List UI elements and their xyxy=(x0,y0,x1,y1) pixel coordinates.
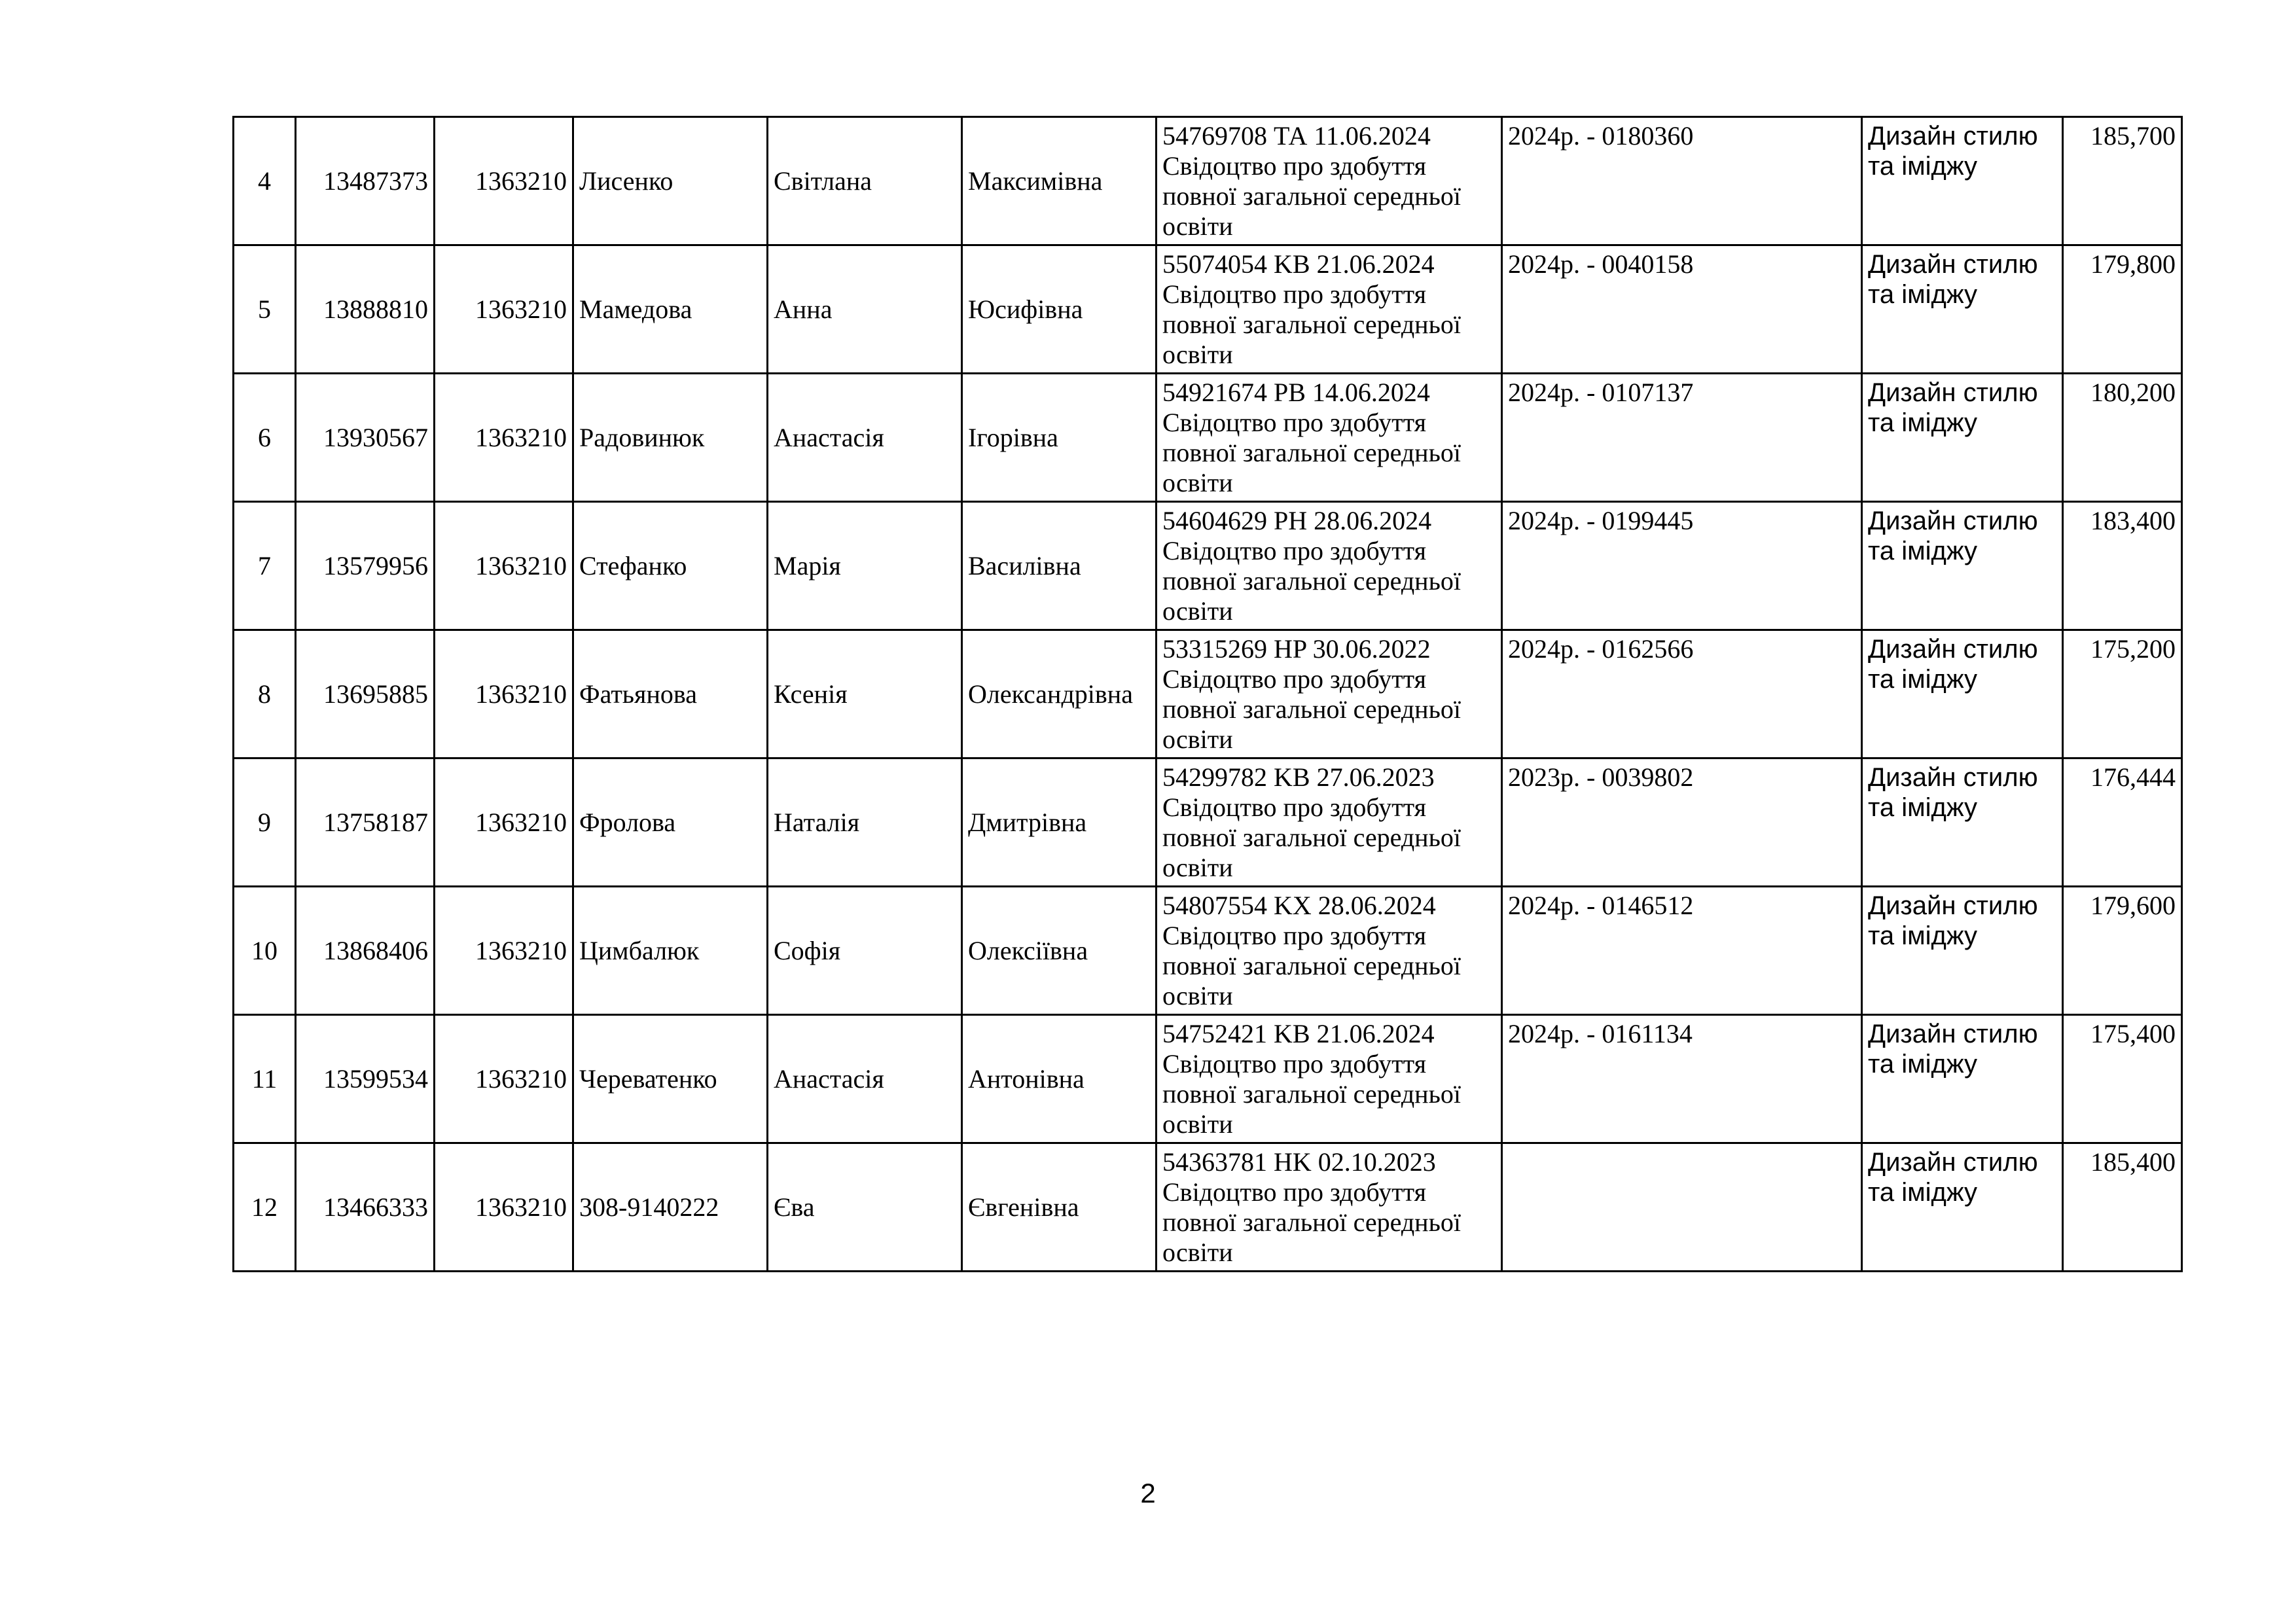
surname-cell: 308-9140222 xyxy=(573,1143,768,1272)
table-row xyxy=(234,502,2182,630)
first-name-cell: Марія xyxy=(768,502,962,630)
applicant-id-cell: 13487373 xyxy=(296,117,435,245)
specialty-cell xyxy=(1862,1015,2063,1143)
registration-number-cell: 2024р. - 0199445 xyxy=(1502,502,1862,630)
document-type-line: Свідоцтво про здобуття xyxy=(1162,921,1427,950)
document-type-line: Свідоцтво про здобуття xyxy=(1162,1177,1427,1207)
program-code-cell: 1363210 xyxy=(435,502,573,630)
education-document-cell xyxy=(1157,117,1502,245)
document-type-line: повної загальної середньої xyxy=(1162,823,1461,852)
document-type-line: освіти xyxy=(1162,1109,1233,1139)
patronymic-cell: Ігорівна xyxy=(962,374,1157,502)
table-row xyxy=(234,887,2182,1015)
surname-cell: Радовинюк xyxy=(573,374,768,502)
document-number: 54769708 ТА 11.06.2024 xyxy=(1162,121,1431,151)
patronymic-cell: Євгенівна xyxy=(962,1143,1157,1272)
document-type-line: повної загальної середньої xyxy=(1162,1079,1461,1109)
applicants-table xyxy=(232,116,2183,1272)
specialty-line: та іміджу xyxy=(1868,793,1978,822)
row-number-cell: 9 xyxy=(234,758,296,887)
first-name-cell: Єва xyxy=(768,1143,962,1272)
document-type-line: Свідоцтво про здобуття xyxy=(1162,664,1427,694)
document-type-line: Свідоцтво про здобуття xyxy=(1162,279,1427,309)
applicant-id-cell: 13758187 xyxy=(296,758,435,887)
table-row xyxy=(234,374,2182,502)
score-cell: 185,700 xyxy=(2063,117,2182,245)
row-number-cell: 6 xyxy=(234,374,296,502)
registration-number-cell xyxy=(1502,1143,1862,1272)
registration-number-cell: 2024р. - 0162566 xyxy=(1502,630,1862,758)
score-cell: 180,200 xyxy=(2063,374,2182,502)
patronymic-cell: Максимівна xyxy=(962,117,1157,245)
program-code-cell: 1363210 xyxy=(435,117,573,245)
registration-number-cell: 2024р. - 0107137 xyxy=(1502,374,1862,502)
specialty-line: Дизайн стилю xyxy=(1868,1148,2038,1177)
document-type-line: освіти xyxy=(1162,211,1233,241)
specialty-line: та іміджу xyxy=(1868,1050,1978,1079)
table-row xyxy=(234,758,2182,887)
page-number: 2 xyxy=(1140,1478,1156,1508)
document-type-line: повної загальної середньої xyxy=(1162,951,1461,980)
document-type-line: освіти xyxy=(1162,981,1233,1010)
specialty-cell xyxy=(1862,1143,2063,1272)
document-type-line: повної загальної середньої xyxy=(1162,181,1461,211)
applicant-id-cell: 13579956 xyxy=(296,502,435,630)
table-row xyxy=(234,117,2182,245)
score-cell: 175,200 xyxy=(2063,630,2182,758)
table-row xyxy=(234,1015,2182,1143)
applicant-id-cell: 13599534 xyxy=(296,1015,435,1143)
document-type-line: повної загальної середньої xyxy=(1162,310,1461,339)
registration-number-cell: 2024р. - 0161134 xyxy=(1502,1015,1862,1143)
program-code-cell: 1363210 xyxy=(435,245,573,374)
specialty-line: Дизайн стилю xyxy=(1868,891,2038,920)
document-type-line: освіти xyxy=(1162,468,1233,497)
applicant-id-cell: 13888810 xyxy=(296,245,435,374)
first-name-cell: Ксенія xyxy=(768,630,962,758)
education-document-cell xyxy=(1157,374,1502,502)
specialty-line: та іміджу xyxy=(1868,280,1978,309)
program-code-cell: 1363210 xyxy=(435,887,573,1015)
specialty-line: Дизайн стилю xyxy=(1868,250,2038,279)
patronymic-cell: Юсифівна xyxy=(962,245,1157,374)
document-type-line: повної загальної середньої xyxy=(1162,1207,1461,1237)
applicant-id-cell: 13868406 xyxy=(296,887,435,1015)
document-type-line: повної загальної середньої xyxy=(1162,566,1461,596)
specialty-line: Дизайн стилю xyxy=(1868,763,2038,792)
document-type-line: Свідоцтво про здобуття xyxy=(1162,151,1427,181)
score-cell: 179,600 xyxy=(2063,887,2182,1015)
document-number: 53315269 HP 30.06.2022 xyxy=(1162,634,1431,664)
specialty-line: та іміджу xyxy=(1868,537,1978,565)
specialty-line: Дизайн стилю xyxy=(1868,635,2038,664)
surname-cell: Цимбалюк xyxy=(573,887,768,1015)
specialty-line: та іміджу xyxy=(1868,152,1978,181)
document-type-line: повної загальної середньої xyxy=(1162,438,1461,467)
registration-number-cell: 2024р. - 0146512 xyxy=(1502,887,1862,1015)
program-code-cell: 1363210 xyxy=(435,630,573,758)
program-code-cell: 1363210 xyxy=(435,1143,573,1272)
specialty-line: Дизайн стилю xyxy=(1868,507,2038,535)
registration-number-cell: 2024р. - 0040158 xyxy=(1502,245,1862,374)
document-type-line: освіти xyxy=(1162,340,1233,369)
education-document-cell xyxy=(1157,887,1502,1015)
surname-cell: Мамедова xyxy=(573,245,768,374)
document-number: 55074054 KB 21.06.2024 xyxy=(1162,249,1435,279)
first-name-cell: Анастасія xyxy=(768,374,962,502)
specialty-line: та іміджу xyxy=(1868,1178,1978,1207)
document-number: 54299782 KB 27.06.2023 xyxy=(1162,762,1435,792)
registration-number-cell: 2024р. - 0180360 xyxy=(1502,117,1862,245)
score-cell: 179,800 xyxy=(2063,245,2182,374)
specialty-line: та іміджу xyxy=(1868,408,1978,437)
specialty-line: Дизайн стилю xyxy=(1868,378,2038,407)
education-document-cell xyxy=(1157,502,1502,630)
specialty-cell xyxy=(1862,758,2063,887)
first-name-cell: Анастасія xyxy=(768,1015,962,1143)
specialty-cell xyxy=(1862,630,2063,758)
applicant-id-cell: 13695885 xyxy=(296,630,435,758)
surname-cell: Череватенко xyxy=(573,1015,768,1143)
education-document-cell xyxy=(1157,1015,1502,1143)
row-number-cell: 12 xyxy=(234,1143,296,1272)
surname-cell: Фролова xyxy=(573,758,768,887)
document-type-line: Свідоцтво про здобуття xyxy=(1162,793,1427,822)
row-number-cell: 8 xyxy=(234,630,296,758)
score-cell: 176,444 xyxy=(2063,758,2182,887)
document-type-line: Свідоцтво про здобуття xyxy=(1162,536,1427,565)
education-document-cell xyxy=(1157,630,1502,758)
first-name-cell: Світлана xyxy=(768,117,962,245)
score-cell: 175,400 xyxy=(2063,1015,2182,1143)
first-name-cell: Софія xyxy=(768,887,962,1015)
document-type-line: Свідоцтво про здобуття xyxy=(1162,1049,1427,1079)
row-number-cell: 11 xyxy=(234,1015,296,1143)
registration-number-cell: 2023р. - 0039802 xyxy=(1502,758,1862,887)
document-number: 54752421 KB 21.06.2024 xyxy=(1162,1019,1435,1048)
document-type-line: освіти xyxy=(1162,596,1233,626)
patronymic-cell: Дмитрівна xyxy=(962,758,1157,887)
program-code-cell: 1363210 xyxy=(435,758,573,887)
patronymic-cell: Василівна xyxy=(962,502,1157,630)
program-code-cell: 1363210 xyxy=(435,1015,573,1143)
score-cell: 185,400 xyxy=(2063,1143,2182,1272)
score-cell: 183,400 xyxy=(2063,502,2182,630)
surname-cell: Стефанко xyxy=(573,502,768,630)
document-number: 54807554 KX 28.06.2024 xyxy=(1162,891,1436,920)
applicant-id-cell: 13466333 xyxy=(296,1143,435,1272)
patronymic-cell: Антонівна xyxy=(962,1015,1157,1143)
specialty-line: та іміджу xyxy=(1868,921,1978,950)
specialty-cell xyxy=(1862,374,2063,502)
first-name-cell: Наталія xyxy=(768,758,962,887)
document-number: 54604629 PH 28.06.2024 xyxy=(1162,506,1432,535)
specialty-line: Дизайн стилю xyxy=(1868,122,2038,151)
table-body xyxy=(234,117,2182,1272)
patronymic-cell: Олександрівна xyxy=(962,630,1157,758)
document-type-line: освіти xyxy=(1162,1238,1233,1267)
program-code-cell: 1363210 xyxy=(435,374,573,502)
row-number-cell: 4 xyxy=(234,117,296,245)
specialty-cell xyxy=(1862,887,2063,1015)
row-number-cell: 5 xyxy=(234,245,296,374)
document-type-line: освіти xyxy=(1162,724,1233,754)
applicant-id-cell: 13930567 xyxy=(296,374,435,502)
table-row xyxy=(234,245,2182,374)
row-number-cell: 7 xyxy=(234,502,296,630)
table-row xyxy=(234,630,2182,758)
specialty-cell xyxy=(1862,502,2063,630)
specialty-cell xyxy=(1862,245,2063,374)
education-document-cell xyxy=(1157,245,1502,374)
row-number-cell: 10 xyxy=(234,887,296,1015)
education-document-cell xyxy=(1157,758,1502,887)
table-row xyxy=(234,1143,2182,1272)
specialty-line: та іміджу xyxy=(1868,665,1978,694)
document-type-line: освіти xyxy=(1162,853,1233,882)
document-number: 54921674 PB 14.06.2024 xyxy=(1162,378,1430,407)
specialty-cell xyxy=(1862,117,2063,245)
patronymic-cell: Олексіївна xyxy=(962,887,1157,1015)
first-name-cell: Анна xyxy=(768,245,962,374)
specialty-line: Дизайн стилю xyxy=(1868,1020,2038,1048)
education-document-cell xyxy=(1157,1143,1502,1272)
document-type-line: Свідоцтво про здобуття xyxy=(1162,408,1427,437)
surname-cell: Лисенко xyxy=(573,117,768,245)
document-type-line: повної загальної середньої xyxy=(1162,694,1461,724)
surname-cell: Фатьянова xyxy=(573,630,768,758)
document-number: 54363781 HK 02.10.2023 xyxy=(1162,1147,1436,1177)
